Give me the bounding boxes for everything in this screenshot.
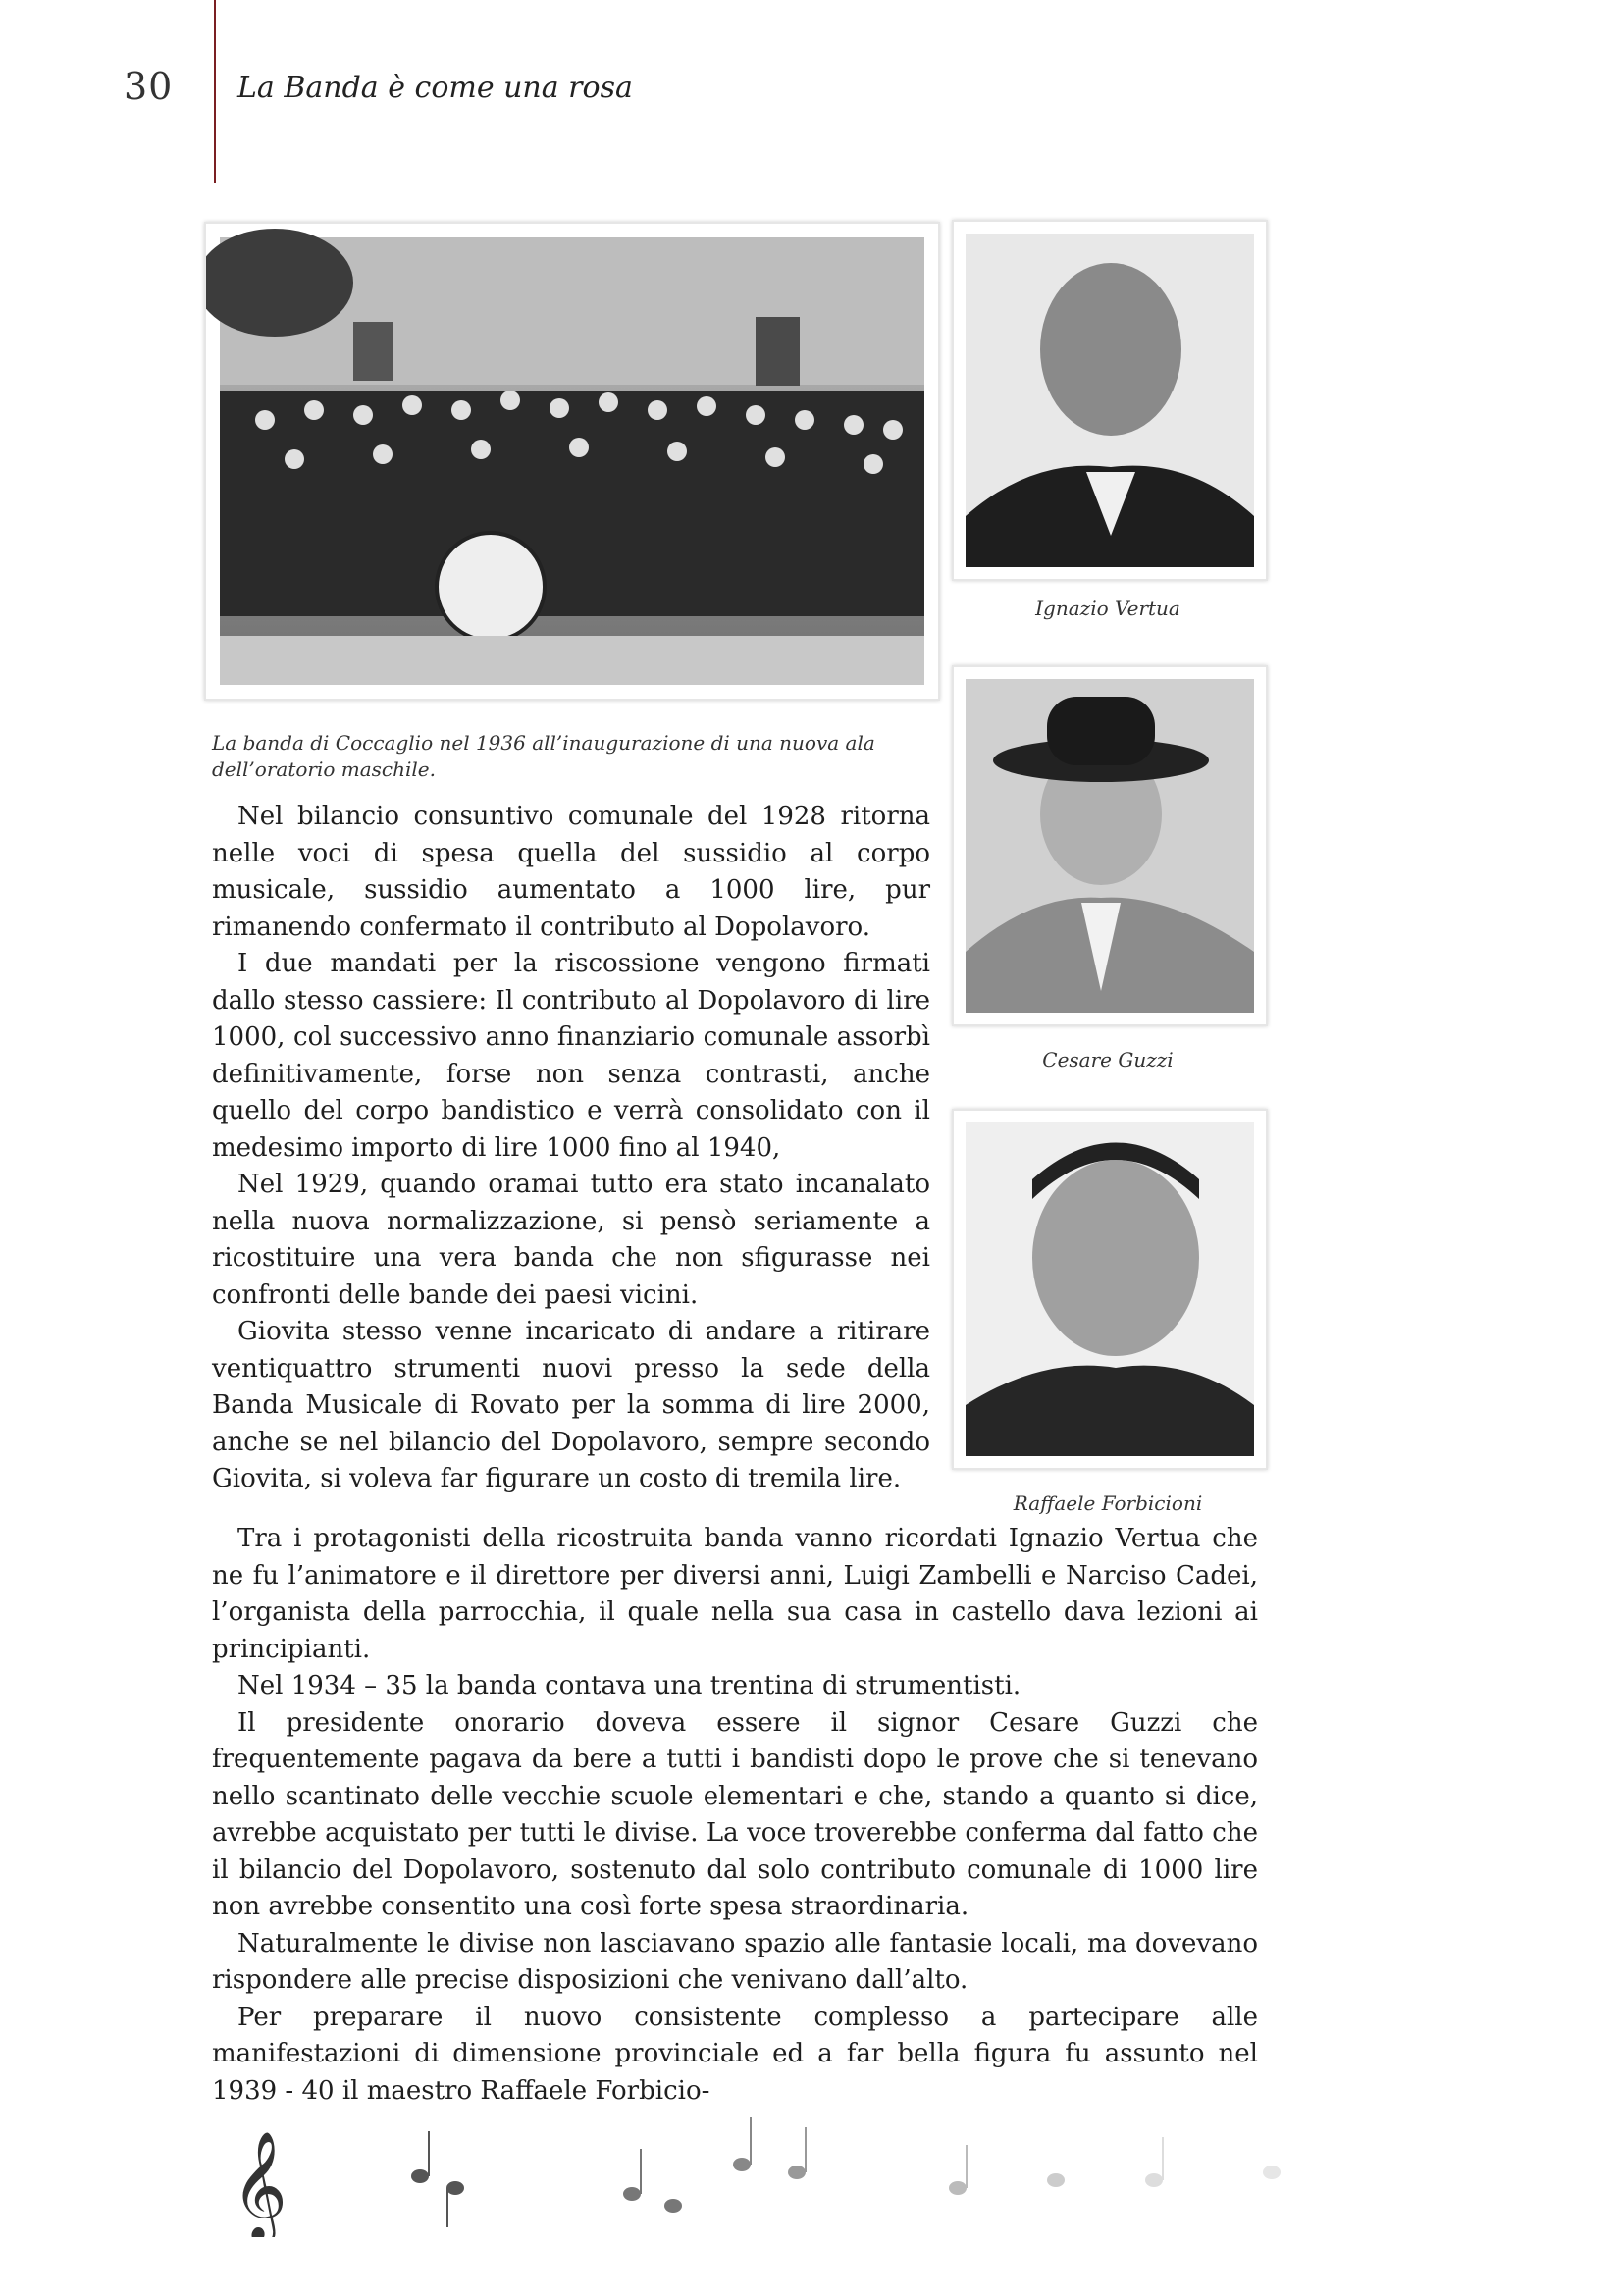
band-caption-line-1: La banda di Coccaglio nel 1936 all’inaugurazione di una nuova ala bbox=[212, 731, 875, 755]
svg-text:𝄞: 𝄞 bbox=[232, 2130, 288, 2237]
band-photo-caption bbox=[212, 730, 938, 783]
header-divider bbox=[214, 0, 216, 183]
paragraph-8: Naturalmente le divise non lasciavano spazio alle fantasie locali, ma dovevano rispondere alle precise disposizioni che venivano dall’alto. bbox=[212, 1928, 1258, 1995]
paragraph-7: Il presidente onorario doveva essere il signor Cesare Guzzi che frequentemente pagava da bere a tutti i bandisti dopo le prove che si tenevano nello scantinato delle vecchie scuole elementari e che, stando a quanto si dice, avrebbe acquistato per tutti le divise. La voce troverebbe conferma dal fatto che il bilancio del Dopolavoro, sostenuto dal solo contributo comunale di 1000 lire non avrebbe consentito una così forte spesa straordinaria. bbox=[212, 1707, 1258, 1921]
band-photo bbox=[204, 222, 940, 701]
portrait-2-image bbox=[954, 667, 1266, 1024]
portrait-2-caption: Cesare Guzzi bbox=[1042, 1048, 1174, 1071]
paragraph-1: Nel bilancio consuntivo comunale del 1928 ritorna nelle voci di spesa quella del sussidio al corpo musicale, sussidio aumentato a 1000 lire, pur rimanendo confermato il contributo al Dopolavoro. bbox=[212, 802, 930, 942]
portrait-cesare-guzzi bbox=[952, 665, 1268, 1026]
paragraph-6: Nel 1934 – 35 la banda contava una trentina di strumentisti. bbox=[237, 1671, 1021, 1700]
band-photo-image bbox=[206, 224, 938, 699]
paragraph-4: Giovita stesso venne incaricato di andare a ritirare ventiquattro strumenti nuovi presso la sede della Banda Musicale di Rovato per la somma di lire 2000, anche se nel bilancio del Dopolavoro, sempre secondo Giovita, si voleva far figurare un costo di tremila lire. bbox=[212, 1317, 930, 1493]
body-column-wide bbox=[212, 1521, 1258, 2110]
music-staff-icon bbox=[212, 2110, 1311, 2237]
portrait-ignazio-vertua bbox=[952, 220, 1268, 581]
paragraph-2: I due mandati per la riscossione vengono firmati dallo stesso cassiere: Il contributo al Dopolavoro di lire 1000, col successivo anno finanziario comunale assorbì definitivamente, forse non senza contrasti, anche quello del corpo bandistico e verrà consolidato con il medesimo importo di lire 1000 fino al 1940, bbox=[212, 949, 930, 1163]
portrait-1-image bbox=[954, 222, 1266, 579]
portrait-raffaele-forbicioni bbox=[952, 1109, 1268, 1470]
paragraph-9: Per preparare il nuovo consistente complesso a partecipare alle manifestazioni di dimensione provinciale ed a far bella figura fu assunto nel 1939 - 40 il maestro Raffaele Forbicio- bbox=[212, 2002, 1258, 2106]
body-column-narrow bbox=[212, 799, 930, 1498]
portrait-3-image bbox=[954, 1111, 1266, 1468]
paragraph-5: Tra i protagonisti della ricostruita banda vanno ricordati Ignazio Vertua che ne fu l’animatore e il direttore per diversi anni, Luigi Zambelli e Narciso Cadei, l’organista della parrocchia, il quale nella sua casa in castello dava lezioni ai principianti. bbox=[212, 1524, 1258, 1664]
music-staff-decoration bbox=[212, 2110, 1311, 2241]
band-caption-line-2: dell’oratorio maschile. bbox=[212, 757, 436, 781]
portrait-1-caption: Ignazio Vertua bbox=[1035, 597, 1180, 620]
page-number: 30 bbox=[124, 65, 174, 108]
portrait-3-caption: Raffaele Forbicioni bbox=[1013, 1491, 1203, 1515]
paragraph-3: Nel 1929, quando oramai tutto era stato incanalato nella nuova normalizzazione, si pensò seriamente a ricostituire una vera banda che non sfigurasse nei confronti delle bande dei paesi vicini. bbox=[212, 1170, 930, 1310]
running-title: La Banda è come una rosa bbox=[237, 71, 633, 105]
